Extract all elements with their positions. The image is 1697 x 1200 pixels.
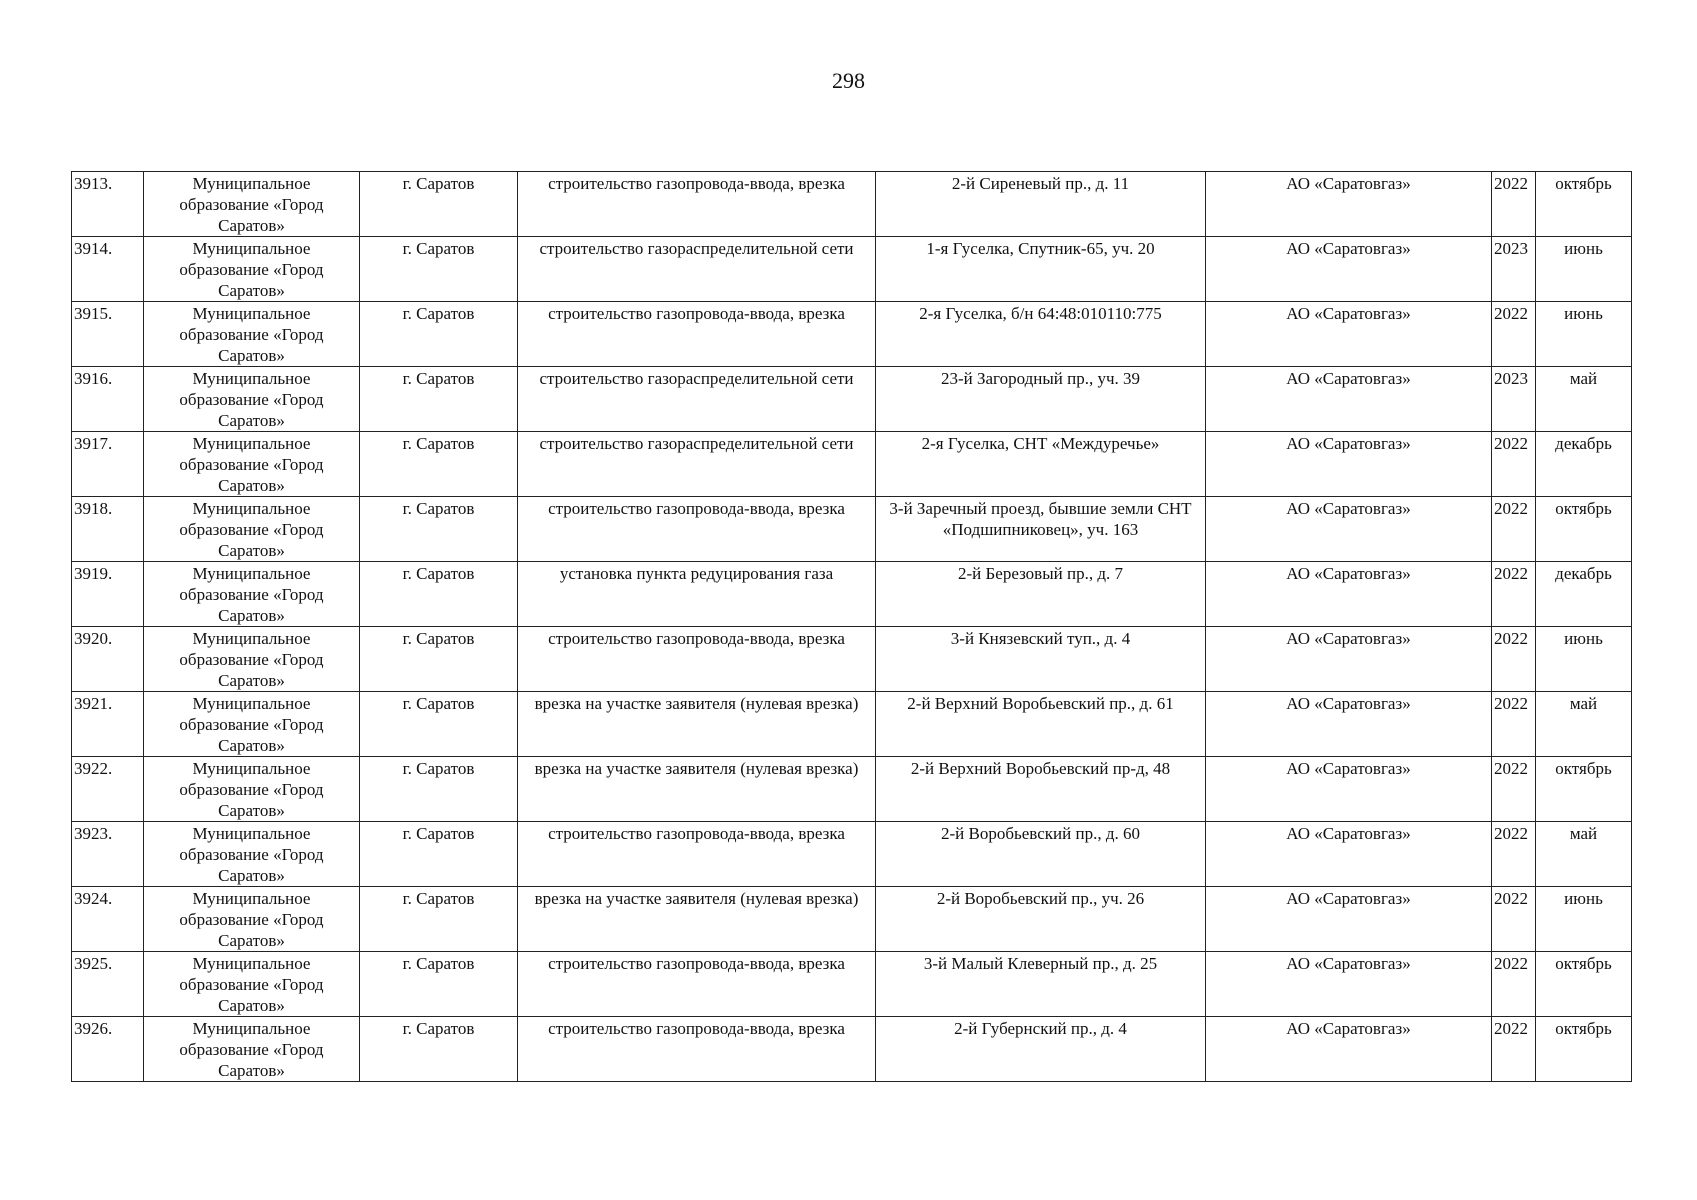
month-cell: октябрь	[1536, 757, 1632, 822]
address-cell: 3-й Князевский туп., д. 4	[876, 627, 1206, 692]
table-row	[72, 302, 1632, 367]
city-cell: г. Саратов	[360, 952, 518, 1017]
address-cell: 2-й Верхний Воробьевский пр-д, 48	[876, 757, 1206, 822]
row-number-cell: 3924.	[72, 887, 144, 952]
table-row	[72, 497, 1632, 562]
page-number: 298	[832, 68, 865, 93]
year-cell: 2022	[1492, 757, 1536, 822]
row-number-cell: 3922.	[72, 757, 144, 822]
month-cell: май	[1536, 822, 1632, 887]
row-number-cell: 3918.	[72, 497, 144, 562]
address-cell: 2-я Гуселка, б/н 64:48:010110:775	[876, 302, 1206, 367]
municipality-cell: Муниципальное образование «Город Саратов»	[144, 367, 360, 432]
municipality-cell: Муниципальное образование «Город Саратов»	[144, 432, 360, 497]
table-row	[72, 237, 1632, 302]
work-type-cell: врезка на участке заявителя (нулевая врезка)	[518, 757, 876, 822]
city-cell: г. Саратов	[360, 822, 518, 887]
row-number-cell: 3920.	[72, 627, 144, 692]
row-number-cell: 3919.	[72, 562, 144, 627]
municipality-cell: Муниципальное образование «Город Саратов»	[144, 822, 360, 887]
municipality-cell: Муниципальное образование «Город Саратов»	[144, 562, 360, 627]
year-cell: 2023	[1492, 367, 1536, 432]
table-row	[72, 367, 1632, 432]
address-cell: 3-й Заречный проезд, бывшие земли СНТ «Подшипниковец», уч. 163	[876, 497, 1206, 562]
row-number-cell: 3921.	[72, 692, 144, 757]
table-row	[72, 432, 1632, 497]
work-type-cell: установка пункта редуцирования газа	[518, 562, 876, 627]
city-cell: г. Саратов	[360, 627, 518, 692]
work-type-cell: врезка на участке заявителя (нулевая врезка)	[518, 887, 876, 952]
address-cell: 2-й Верхний Воробьевский пр., д. 61	[876, 692, 1206, 757]
address-cell: 2-й Березовый пр., д. 7	[876, 562, 1206, 627]
year-cell: 2022	[1492, 692, 1536, 757]
year-cell: 2022	[1492, 627, 1536, 692]
table-body	[72, 172, 1632, 1082]
year-cell: 2022	[1492, 172, 1536, 237]
month-cell: октябрь	[1536, 1017, 1632, 1082]
municipality-cell: Муниципальное образование «Город Саратов»	[144, 627, 360, 692]
address-cell: 2-й Воробьевский пр., уч. 26	[876, 887, 1206, 952]
work-type-cell: строительство газораспределительной сети	[518, 432, 876, 497]
municipality-cell: Муниципальное образование «Город Саратов»	[144, 1017, 360, 1082]
month-cell: июнь	[1536, 302, 1632, 367]
city-cell: г. Саратов	[360, 497, 518, 562]
work-type-cell: строительство газопровода-ввода, врезка	[518, 302, 876, 367]
month-cell: октябрь	[1536, 497, 1632, 562]
gasification-schedule-table	[71, 171, 1632, 1082]
row-number-cell: 3917.	[72, 432, 144, 497]
work-type-cell: строительство газопровода-ввода, врезка	[518, 497, 876, 562]
organization-cell: АО «Саратовгаз»	[1206, 562, 1492, 627]
year-cell: 2022	[1492, 302, 1536, 367]
month-cell: июнь	[1536, 237, 1632, 302]
city-cell: г. Саратов	[360, 367, 518, 432]
address-cell: 1-я Гуселка, Спутник-65, уч. 20	[876, 237, 1206, 302]
municipality-cell: Муниципальное образование «Город Саратов»	[144, 237, 360, 302]
year-cell: 2022	[1492, 562, 1536, 627]
city-cell: г. Саратов	[360, 172, 518, 237]
address-cell: 23-й Загородный пр., уч. 39	[876, 367, 1206, 432]
organization-cell: АО «Саратовгаз»	[1206, 952, 1492, 1017]
month-cell: июнь	[1536, 627, 1632, 692]
table-row	[72, 562, 1632, 627]
work-type-cell: строительство газопровода-ввода, врезка	[518, 822, 876, 887]
month-cell: октябрь	[1536, 952, 1632, 1017]
municipality-cell: Муниципальное образование «Город Саратов»	[144, 302, 360, 367]
table-row	[72, 172, 1632, 237]
organization-cell: АО «Саратовгаз»	[1206, 627, 1492, 692]
row-number-cell: 3914.	[72, 237, 144, 302]
work-type-cell: строительство газопровода-ввода, врезка	[518, 952, 876, 1017]
city-cell: г. Саратов	[360, 302, 518, 367]
year-cell: 2023	[1492, 237, 1536, 302]
year-cell: 2022	[1492, 432, 1536, 497]
month-cell: май	[1536, 692, 1632, 757]
table-row	[72, 757, 1632, 822]
municipality-cell: Муниципальное образование «Город Саратов»	[144, 952, 360, 1017]
municipality-cell: Муниципальное образование «Город Саратов»	[144, 172, 360, 237]
work-type-cell: строительство газопровода-ввода, врезка	[518, 172, 876, 237]
organization-cell: АО «Саратовгаз»	[1206, 1017, 1492, 1082]
city-cell: г. Саратов	[360, 237, 518, 302]
municipality-cell: Муниципальное образование «Город Саратов»	[144, 757, 360, 822]
row-number-cell: 3913.	[72, 172, 144, 237]
row-number-cell: 3926.	[72, 1017, 144, 1082]
municipality-cell: Муниципальное образование «Город Саратов»	[144, 887, 360, 952]
month-cell: май	[1536, 367, 1632, 432]
row-number-cell: 3916.	[72, 367, 144, 432]
organization-cell: АО «Саратовгаз»	[1206, 237, 1492, 302]
work-type-cell: строительство газопровода-ввода, врезка	[518, 1017, 876, 1082]
city-cell: г. Саратов	[360, 692, 518, 757]
address-cell: 2-я Гуселка, СНТ «Междуречье»	[876, 432, 1206, 497]
city-cell: г. Саратов	[360, 432, 518, 497]
organization-cell: АО «Саратовгаз»	[1206, 822, 1492, 887]
municipality-cell: Муниципальное образование «Город Саратов»	[144, 692, 360, 757]
table-row	[72, 1017, 1632, 1082]
work-type-cell: строительство газораспределительной сети	[518, 237, 876, 302]
address-cell: 2-й Воробьевский пр., д. 60	[876, 822, 1206, 887]
row-number-cell: 3915.	[72, 302, 144, 367]
organization-cell: АО «Саратовгаз»	[1206, 497, 1492, 562]
year-cell: 2022	[1492, 952, 1536, 1017]
city-cell: г. Саратов	[360, 1017, 518, 1082]
row-number-cell: 3923.	[72, 822, 144, 887]
municipality-cell: Муниципальное образование «Город Саратов»	[144, 497, 360, 562]
organization-cell: АО «Саратовгаз»	[1206, 757, 1492, 822]
organization-cell: АО «Саратовгаз»	[1206, 692, 1492, 757]
work-type-cell: строительство газопровода-ввода, врезка	[518, 627, 876, 692]
city-cell: г. Саратов	[360, 757, 518, 822]
organization-cell: АО «Саратовгаз»	[1206, 172, 1492, 237]
row-number-cell: 3925.	[72, 952, 144, 1017]
work-type-cell: врезка на участке заявителя (нулевая врезка)	[518, 692, 876, 757]
year-cell: 2022	[1492, 822, 1536, 887]
month-cell: декабрь	[1536, 562, 1632, 627]
organization-cell: АО «Саратовгаз»	[1206, 887, 1492, 952]
table-row	[72, 692, 1632, 757]
work-type-cell: строительство газораспределительной сети	[518, 367, 876, 432]
organization-cell: АО «Саратовгаз»	[1206, 432, 1492, 497]
table-row	[72, 627, 1632, 692]
city-cell: г. Саратов	[360, 562, 518, 627]
year-cell: 2022	[1492, 497, 1536, 562]
year-cell: 2022	[1492, 1017, 1536, 1082]
city-cell: г. Саратов	[360, 887, 518, 952]
organization-cell: АО «Саратовгаз»	[1206, 367, 1492, 432]
month-cell: декабрь	[1536, 432, 1632, 497]
table-row	[72, 822, 1632, 887]
month-cell: октябрь	[1536, 172, 1632, 237]
table-row	[72, 952, 1632, 1017]
address-cell: 3-й Малый Клеверный пр., д. 25	[876, 952, 1206, 1017]
table-row	[72, 887, 1632, 952]
year-cell: 2022	[1492, 887, 1536, 952]
address-cell: 2-й Губернский пр., д. 4	[876, 1017, 1206, 1082]
address-cell: 2-й Сиреневый пр., д. 11	[876, 172, 1206, 237]
organization-cell: АО «Саратовгаз»	[1206, 302, 1492, 367]
month-cell: июнь	[1536, 887, 1632, 952]
